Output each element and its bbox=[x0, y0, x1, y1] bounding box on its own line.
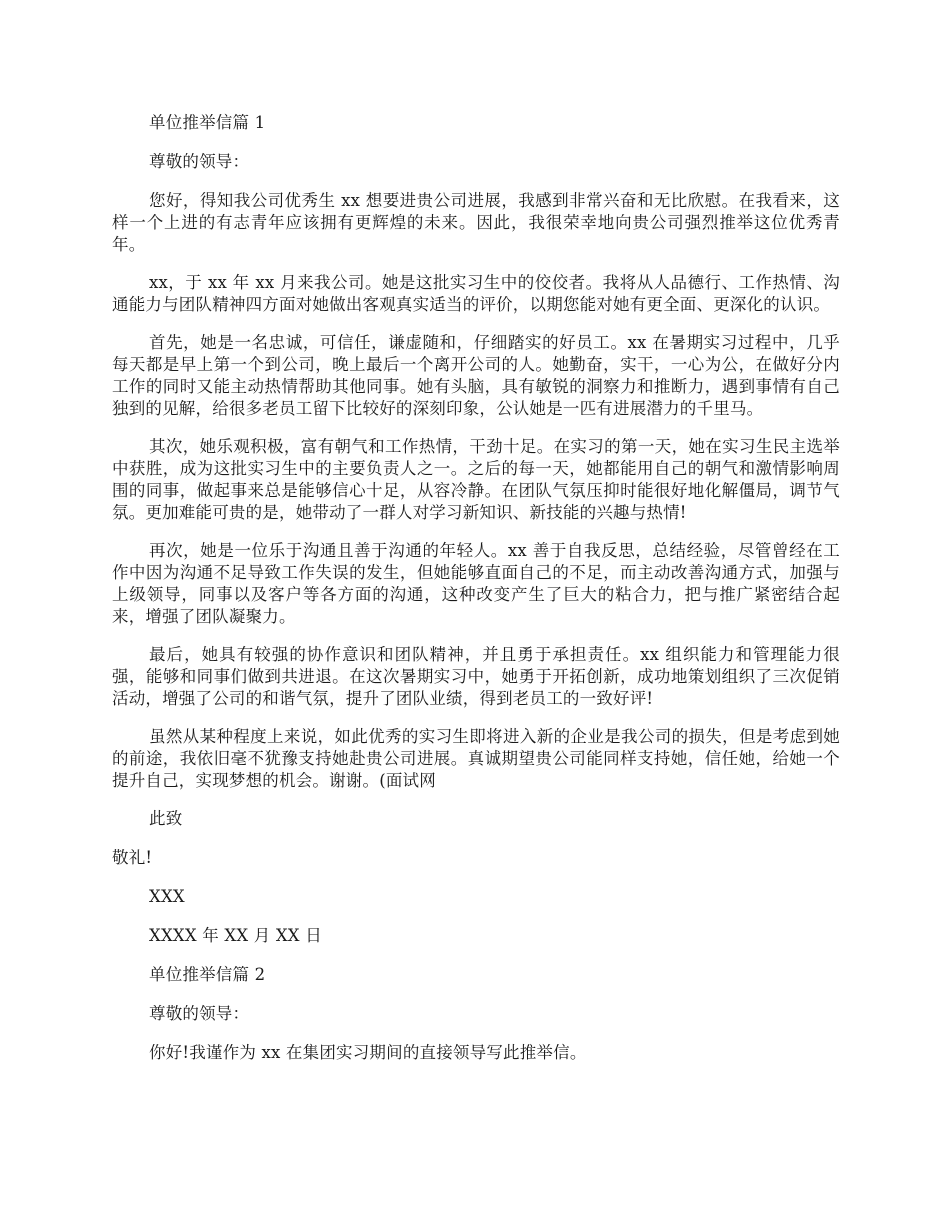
letter1-paragraph-4: 其次，她乐观积极，富有朝气和工作热情，干劲十足。在实习的第一天，她在实习生民主选举中获胜，成为这批实习生中的主要负责人之一。之后的每一天，她都能用自己的朝气和激情影响周围的同事，做起事来总是能够信心十足，从容冷静。在团队气氛压抑时能很好地化解僵局，调节气氛。更加难能可贵的是，她带动了一群人对学习新知识、新技能的兴趣与热情! bbox=[112, 437, 840, 522]
letter1-closing: 此致 bbox=[149, 809, 183, 828]
letter2-opening: 你好!我谨作为 xx 在集团实习期间的直接领导写此推举信。 bbox=[149, 1043, 587, 1062]
letter1-paragraph-6: 最后，她具有较强的协作意识和团队精神，并且勇于承担责任。xx 组织能力和管理能力很强，能够和同事们做到共进退。在这次暑期实习中，她勇于开拓创新，成功地策划组织了三次促销活动，增强了公司的和谐气氛，提升了团队业绩，得到老员工的一致好评! bbox=[112, 645, 840, 708]
letter1-date: XXXX 年 XX 月 XX 日 bbox=[149, 926, 322, 945]
letter2-salutation: 尊敬的领导： bbox=[149, 1004, 250, 1023]
letter1-salutation: 尊敬的领导： bbox=[149, 152, 250, 171]
letter1-paragraph-2: xx，于 xx 年 xx 月来我公司。她是这批实习生中的佼佼者。我将从人品德行、工作热情、沟通能力与团队精神四方面对她做出客观真实适当的评价，以期您能对她有更全面、更深化的认识。 bbox=[112, 273, 840, 314]
letter2-title: 单位推举信篇 2 bbox=[149, 965, 266, 984]
document-page bbox=[112, 112, 840, 1081]
letter1-paragraph-7: 虽然从某种程度上来说，如此优秀的实习生即将进入新的企业是我公司的损失，但是考虑到她的前途，我依旧毫不犹豫支持她赴贵公司进展。真诚期望贵公司能同样支持她，信任她，给她一个提升自己，实现梦想的机会。谢谢。(面试网 bbox=[112, 727, 840, 790]
letter1-title: 单位推举信篇 1 bbox=[149, 113, 266, 132]
letter1-signature: XXX bbox=[149, 887, 185, 906]
letter1-paragraph-3: 首先，她是一名忠诚，可信任，谦虚随和，仔细踏实的好员工。xx 在暑期实习过程中，几乎每天都是早上第一个到公司，晚上最后一个离开公司的人。她勤奋，实干，一心为公，在做好分内工作的同时又能主动热情帮助其他同事。她有头脑，具有敏锐的洞察力和推断力，遇到事情有自己独到的见解，给很多老员工留下比较好的深刻印象，公认她是一匹有进展潜力的千里马。 bbox=[112, 333, 840, 418]
letter1-regards: 敬礼! bbox=[112, 848, 153, 867]
letter1-paragraph-5: 再次，她是一位乐于沟通且善于沟通的年轻人。xx 善于自我反思，总结经验，尽管曾经在工作中因为沟通不足导致工作失误的发生，但她能够直面自己的不足，而主动改善沟通方式，加强与上级领导，同事以及客户等各方面的沟通，这种改变产生了巨大的粘合力，把与推广紧密结合起来，增强了团队凝聚力。 bbox=[112, 541, 840, 626]
letter1-paragraph-1: 您好，得知我公司优秀生 xx 想要进贵公司进展，我感到非常兴奋和无比欣慰。在我看来，这样一个上进的有志青年应该拥有更辉煌的未来。因此，我很荣幸地向贵公司强烈推举这位优秀青年。 bbox=[112, 191, 840, 254]
